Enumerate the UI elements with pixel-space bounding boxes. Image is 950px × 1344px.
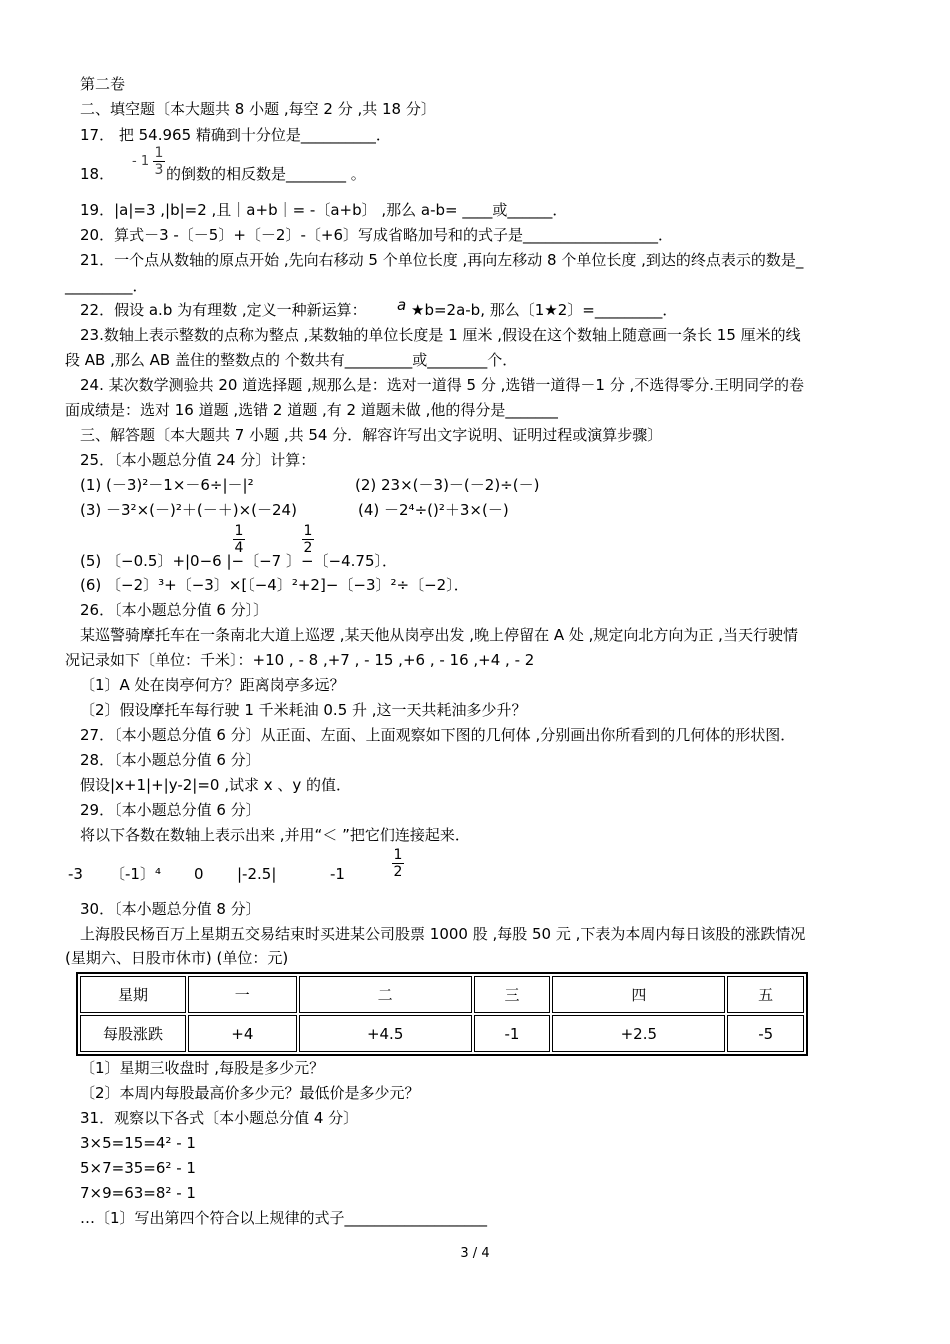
table-cell: +4 xyxy=(188,1015,297,1052)
table-cell: -1 xyxy=(474,1015,551,1052)
page-number: 3 / 4 xyxy=(460,1246,490,1261)
question-23-continued: 段 AB ,那么 AB 盖住的整数点的 个数共有_________或________个． xyxy=(65,351,518,369)
question-26-text: 某巡警骑摩托车在一条南北大道上巡逻 ,某天他从岗亭出发 ,晚上停留在 A 处 ,规定向北方向为正 ,当天行驶情 xyxy=(80,626,798,644)
question-22: 22．假设 a.b 为有理数 ,定义一种新运算： xyxy=(80,301,367,319)
question-25-item-6: (6) 〔−2〕³+〔−3〕×[〔−4〕²+2]−〔−3〕²÷〔−2〕． xyxy=(80,576,469,594)
number-item: 〔-1〕⁴ xyxy=(110,865,161,883)
section-title: 第二卷 xyxy=(80,75,126,93)
question-21-continued: _________． xyxy=(65,277,148,295)
question-30-part-1: 〔1〕星期三收盘时 ,每股是多少元？ xyxy=(80,1059,325,1077)
mixed-number-fraction xyxy=(153,146,165,177)
equation-line: 3×5=15=4² - 1 xyxy=(80,1134,196,1152)
question-20: 20．算式－3 -〔－5〕+〔－2〕-〔+6〕写成省略加号和的式子是__________________． xyxy=(80,226,673,244)
table-row-label: 每股涨跌 xyxy=(80,1015,186,1052)
question-18-number: 18． xyxy=(80,165,115,183)
number-item: -3 xyxy=(68,865,83,883)
fraction-denominator: 3 xyxy=(154,162,164,178)
question-30-part-2: 〔2〕本周内每股最高价多少元？最低价是多少元？ xyxy=(80,1084,420,1102)
question-22-rest: ★b=2a-b, 那么〔1★2〕=_________． xyxy=(411,301,678,319)
question-24-continued: 面成绩是：选对 16 道题 ,选错 2 道题 ,有 2 道题未做 ,他的得分是_______ xyxy=(65,401,558,419)
question-26-part-1: 〔1〕A 处在岗亭何方？距离岗亭多远？ xyxy=(80,676,345,694)
question-19: 19．|a|=3 ,|b|=2 ,且｜a+b｜= -〔a+b〕 ,那么 a-b= ____或______． xyxy=(80,201,568,219)
table-cell: +2.5 xyxy=(552,1015,725,1052)
question-25: 25．〔本小题总分值 24 分〕计算： xyxy=(80,451,316,469)
fraction-denominator: 2 xyxy=(393,864,403,880)
question-30-text: 上海股民杨百万上星期五交易结束时买进某公司股票 1000 股 ,每股 50 元 ,下表为本周内每日该股的涨跌情况 xyxy=(80,925,806,943)
question-25-item-1: (1) (－3)²－1×－6÷|－|² xyxy=(80,476,254,494)
fraction-numerator: 1 xyxy=(234,523,244,539)
fraction-numerator: 1 xyxy=(393,847,403,863)
question-21: 21．一个点从数轴的原点开始 ,先向右移动 5 个单位长度 ,再向左移动 8 个单位长度 ,到达的终点表示的数是_ xyxy=(80,251,804,269)
fraction-numerator: 1 xyxy=(154,145,164,161)
table-row xyxy=(80,1015,804,1052)
question-25-item-4: (4) －2⁴÷()²＋3×(－) xyxy=(358,501,509,519)
question-26-text-continued: 况记录如下〔单位：千米〕：+10 , - 8 ,+7 , - 15 ,+6 , - 16 ,+4 , - 2 xyxy=(65,651,535,669)
mixed-number-whole: - 1 xyxy=(132,154,150,169)
question-25-item-3: (3) －3²×(－)²＋(－＋)×(－24) xyxy=(80,501,297,519)
part-three-heading: 三、解答题〔本大题共 7 小题 ,共 54 分．解容许写出文字说明、证明过程或演算步骤〕 xyxy=(80,426,663,444)
question-23: 23.数轴上表示整数的点称为整点 ,某数轴的单位长度是 1 厘米 ,假设在这个数轴上随意画一条长 15 厘米的线 xyxy=(80,326,801,344)
question-31-part-1: …〔1〕写出第四个符合以上规律的式子___________________ xyxy=(80,1209,488,1227)
number-item: 0 xyxy=(194,865,204,883)
question-24: 24. 某次数学测验共 20 道选择题 ,规那么是：选对一道得 5 分 ,选错一道得－1 分 ,不选得零分.王明同学的卷 xyxy=(80,376,805,394)
stock-change-table xyxy=(76,972,808,1056)
equation-line: 7×9=63=8² - 1 xyxy=(80,1184,196,1202)
question-26-part-2: 〔2〕假设摩托车每行驶 1 千米耗油 0.5 升 ,这一天共耗油多少升？ xyxy=(80,701,527,719)
question-17: 17． 把 54.965 精确到十分位是__________． xyxy=(80,126,391,144)
question-25-item-2: (2) 23×(－3)－(－2)÷(－) xyxy=(355,476,540,494)
table-header-cell: 星期 xyxy=(80,976,186,1013)
question-31: 31．观察以下各式〔本小题总分值 4 分〕 xyxy=(80,1109,359,1127)
equation-line: 5×7=35=6² - 1 xyxy=(80,1159,196,1177)
question-26: 26．〔本小题总分值 6 分〕〕 xyxy=(80,601,269,619)
fraction-denominator: 4 xyxy=(234,540,244,556)
fraction-numerator: 1 xyxy=(303,523,313,539)
question-29: 29．〔本小题总分值 6 分〕 xyxy=(80,801,261,819)
question-28-text: 假设|x+1|+|y-2|=0 ,试求 x 、y 的值． xyxy=(80,776,352,794)
variable-a: a xyxy=(397,296,407,314)
question-30: 30．〔本小题总分值 8 分〕 xyxy=(80,900,261,918)
table-header-cell: 五 xyxy=(727,976,804,1013)
question-27: 27．〔本小题总分值 6 分〕从正面、左面、上面观察如下图的几何体 ,分别画出你所看到的几何体的形状图． xyxy=(80,726,796,744)
fraction-denominator: 2 xyxy=(303,540,313,556)
question-18-text: 的倒数的相反数是________ 。 xyxy=(166,165,366,183)
table-header-cell: 三 xyxy=(474,976,551,1013)
table-header-cell: 一 xyxy=(188,976,297,1013)
part-two-heading: 二、填空题〔本大题共 8 小题 ,每空 2 分 ,共 18 分〕 xyxy=(80,100,436,118)
table-header-cell: 二 xyxy=(299,976,472,1013)
number-item: -1 xyxy=(330,865,345,883)
question-29-text: 将以下各数在数轴上表示出来 ,并用“＜ ”把它们连接起来． xyxy=(80,826,470,844)
fraction-one-half-number xyxy=(392,848,404,879)
table-header-cell: 四 xyxy=(552,976,725,1013)
table-row xyxy=(80,976,804,1013)
question-25-item-5: (5) 〔−0.5〕+|0−6 |−〔−7 〕−〔−4.75〕． xyxy=(80,552,398,570)
question-28: 28．〔本小题总分值 6 分〕 xyxy=(80,751,261,769)
question-30-text-continued: (星期六、日股市休市) (单位：元) xyxy=(65,949,289,967)
table-cell: +4.5 xyxy=(299,1015,472,1052)
table-cell: -5 xyxy=(727,1015,804,1052)
number-item: |-2.5| xyxy=(237,865,277,883)
